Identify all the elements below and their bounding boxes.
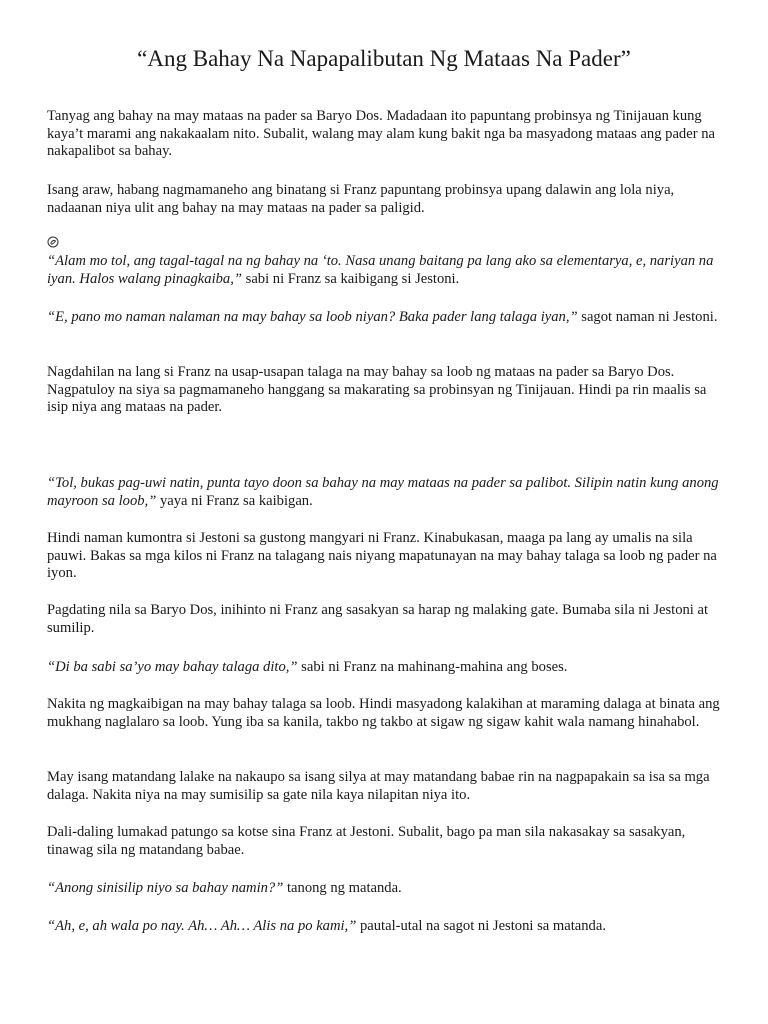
paragraph-14 [47,918,727,936]
paragraph-2 [47,182,727,217]
paragraph-13 [47,880,727,898]
doodle-scribble-icon [47,236,59,248]
paragraph-6-text: yaya ni Franz sa kaibigan. [156,492,313,509]
paragraph-3-quote: “Alam mo tol, ang tagal-tagal na ng bahay na ‘to. Nasa unang baitang pa lang ako sa elementarya, e, nariyan na iyan. Halos walang pinagkaiba,” [47,253,714,287]
paragraph-11-text: May isang matandang lalake na nakaupo sa isang silya at may matandang babae rin na nagpapakain sa isa sa mga dalaga. Nakita niya na may sumisilip sa gate nila kaya nilapitan niya ito. [47,769,710,803]
paragraph-9 [47,659,727,677]
paragraph-12 [47,824,727,859]
paragraph-2-text: Isang araw, habang nagmamaneho ang binatang si Franz papuntang probinsya upang dalawin ang lola niya, nadaanan niya ulit ang bahay na may mataas na pader sa paligid. [47,182,675,216]
paragraph-1-text: Tanyag ang bahay na may mataas na pader sa Baryo Dos. Madadaan ito papuntang probinsya ng Tinijauan kung kaya’t marami ang nakakaalam nito. Subalit, walang may alam kung bakit nga ba masyadong mataas ang pader na nakapalibot sa bahay. [47,108,715,159]
paragraph-13-text: tanong ng matanda. [283,880,402,896]
paragraph-5-text: Nagdahilan na lang si Franz na usap-usapan talaga na may bahay sa loob ng mataas na pader sa Baryo Dos. Nagpatuloy na siya sa pagmamaneho hanggang sa makarating sa probinsyan ng Tinijauan. Hindi pa rin maalis sa isip niya ang mataas na pader. [47,364,707,415]
paragraph-12-text: Dali-daling lumakad patungo sa kotse sina Franz at Jestoni. Subalit, bago pa man sila nakasakay sa sasakyan, tinawag sila ng matandang babae. [47,824,686,858]
paragraph-9-text: sabi ni Franz na mahinang-mahina ang boses. [297,659,568,675]
paragraph-8-text: Pagdating nila sa Baryo Dos, inihinto ni Franz ang sasakyan sa harap ng malaking gate. Bumaba sila ni Jestoni at sumilip. [47,602,709,636]
paragraph-13-quote: “Anong sinisilip niyo sa bahay namin?” [47,880,284,896]
paragraph-14-quote: “Ah, e, ah wala po nay. Ah… Ah… Alis na po kami,” [47,918,357,934]
paragraph-9-quote: “Di ba sabi sa’yo may bahay talaga dito,” [47,659,298,675]
page-title: “Ang Bahay Na Napapalibutan Ng Mataas Na Pader” [137,46,631,71]
paragraph-10 [47,696,727,731]
paragraph-3-text: sabi ni Franz sa kaibigang si Jestoni. [242,270,460,287]
paragraph-10-text: Nakita ng magkaibigan na may bahay talaga sa loob. Hindi masyadong kalakihan at maraming dalaga at binata ang mukhang naglalaro sa loob. Yung iba sa kanila, takbo ng takbo at sigaw ng sigaw kahit wala namang hinahabol. [47,696,720,730]
paragraph-4-quote: “E, pano mo naman nalaman na may bahay sa loob niyan? Baka pader lang talaga iyan,” [47,309,578,325]
paragraph-6 [47,475,727,510]
paragraph-4 [47,309,727,327]
paragraph-4-text: sagot naman ni Jestoni. [577,309,718,325]
paragraph-1 [47,108,727,161]
paragraph-14-text: pautal-utal na sagot ni Jestoni sa matanda. [356,918,606,934]
paragraph-6-quote: “Tol, bukas pag-uwi natin, punta tayo doon sa bahay na may mataas na pader sa palibot. Silipin natin kung anong mayroon sa loob,” [47,475,719,509]
paragraph-7 [47,530,727,583]
paragraph-11 [47,769,727,804]
paragraph-3 [47,253,727,288]
paragraph-5 [47,364,727,417]
paragraph-7-text: Hindi naman kumontra si Jestoni sa gustong mangyari ni Franz. Kinabukasan, maaga pa lang ay umalis na sila pauwi. Bakas sa mga kilos ni Franz na talagang nais niyang mapatunayan na may bahay talaga sa loob ng pader na iyon. [47,530,717,581]
paragraph-8 [47,602,727,637]
